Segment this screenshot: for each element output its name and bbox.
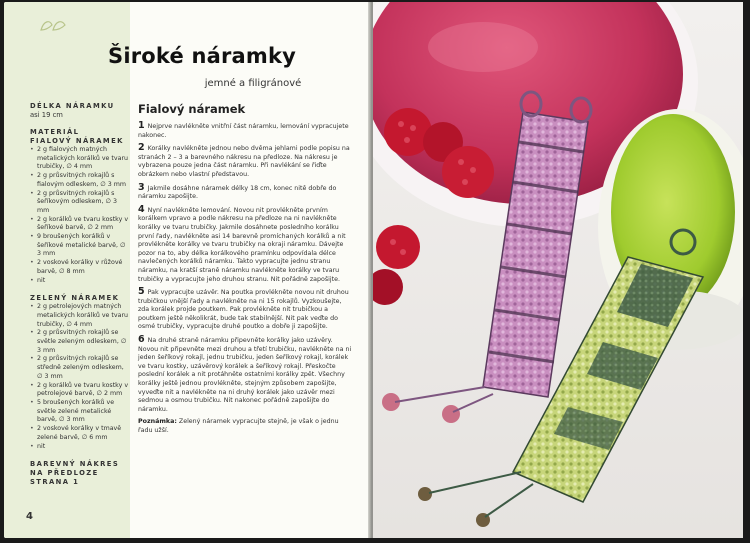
- instructions: [138, 102, 353, 436]
- step-text: Nejprve navlékněte vnitřní část náramku, lemování vypracujete nakonec.: [138, 123, 349, 139]
- material-heading: MATERIÁL: [30, 128, 80, 136]
- step-text: Na druhé straně náramku připevněte korálky jako uzávěry. Novou nit připevněte mezi druhou a třetí trubičku, navlékněte na ni jeden šeříkový rokajl, jednu trubičku, jeden šeříkový rokajl, korálek ve tvaru kostky, uzávěrový korálek a šeříkový rokajl. Přeskočte poslední korálek a nit protáhněte ostatními korálky zpět. Všechny korálky ještě jednou provlékněte, stejným způsobem zapošijte, vyveďte nit a navlékněte na ni druhý korálek jako uzávěr mezi sedmou a osmou trubičku. Nit nakonec pořádně zapošijte do náramku.: [138, 337, 352, 413]
- green-material-item: • 2 g petrolejových matných metalických korálků ve tvaru trubičky, ∅ 4 mm: [30, 303, 130, 329]
- instruction-step: [138, 203, 353, 284]
- pattern-heading-line3: STRANA 1: [30, 478, 80, 487]
- instruction-step: [138, 288, 353, 332]
- instruction-step: [138, 181, 353, 202]
- purple-material-item: • 2 g průsvitných rokajlů s šeříkovým odleskem, ∅ 3 mm: [30, 190, 130, 216]
- pattern-heading-line2: NA PŘEDLOZE: [30, 469, 99, 478]
- green-bracelet-heading: ZELENÝ NÁRAMEK: [30, 294, 120, 303]
- step-number: 3: [138, 181, 145, 193]
- left-page: [4, 2, 372, 538]
- green-material-item: • 5 broušených korálků ve světle zelené metalické barvě, ∅ 3 mm: [30, 399, 130, 425]
- length-heading: DÉLKA NÁRAMKU: [30, 102, 115, 110]
- green-material-item: • 2 g průsvitných rokajlů se středně zeleným odleskem, ∅ 3 mm: [30, 355, 130, 381]
- step-text: Korálky navlékněte jednou nebo dvěma jehlami podle popisu na stranách 2 – 3 a barevného nákresu na předloze. Na nákresu je vybrazena pouze jedna část náramku. Při navlékání se řiďte obrázkem nebo vlastní představou.: [138, 145, 350, 178]
- green-material-item: • 2 g korálků ve tvaru kostky v petrolejové barvě, ∅ 2 mm: [30, 382, 130, 399]
- purple-material-item: • 2 g průsvitných rokajlů s fialovým odleskem, ∅ 3 mm: [30, 172, 130, 189]
- purple-bracelet-heading: FIALOVÝ NÁRAMEK: [30, 137, 124, 145]
- purple-material-item: • 9 broušených korálků v šeříkové metalické barvě, ∅ 3 mm: [30, 233, 130, 259]
- steps-list: [138, 122, 353, 414]
- instruction-step: [138, 122, 353, 140]
- green-materials-list: [30, 303, 130, 451]
- section-heading: Fialový náramek: [138, 102, 246, 116]
- length-value: asi 19 cm: [30, 111, 63, 119]
- leaf-ornament-icon: [38, 16, 68, 34]
- step-number: 6: [138, 334, 145, 346]
- instruction-step: [138, 336, 353, 414]
- photo-page: [373, 2, 743, 538]
- step-number: 5: [138, 286, 145, 298]
- purple-material-item: • nit: [30, 277, 130, 286]
- step-text: Jakmile dosáhne náramek délky 18 cm, konec nitě dobře do náramku zapošijte.: [138, 184, 337, 201]
- step-number: 1: [138, 120, 145, 131]
- pattern-heading: BAREVNÝ NÁKRES: [30, 460, 120, 469]
- step-number: 2: [138, 142, 145, 154]
- green-material-item: • 2 voskové korálky v tmavě zelené barvě, ∅ 6 mm: [30, 425, 130, 442]
- note: [138, 418, 353, 435]
- note-label: Poznámka:: [138, 418, 177, 426]
- page-number: 4: [26, 511, 33, 522]
- instruction-step: [138, 144, 353, 179]
- purple-materials-list: [30, 146, 130, 285]
- green-material-item: • nit: [30, 443, 130, 452]
- step-text: Nyní navlékněte lemování. Novou nit provlékněte prvním korálkem vpravo a podle nákresu na předloze na ni navlékněte korálky ve tvaru trubičky. Jakmile dosáhnete posledního korálku první řady, navlékněte asi 14 barevně promíchaných korálků a nit provlékněte korálky ve tvaru trubičky na okraji náramku. Dávejte pozor na to, aby délka korálkového pramínku odpovídala délce navlečených korálků náramku. Takto vypracujte jednu stranu náramku, na kratší straně náramku navlékněte korálky ve tvaru trubičky a vypracujte jeho druhou stranu. Nit pořádně zapošijte.: [138, 206, 346, 283]
- step-text: Pak vypracujte uzávěr. Na poutka provlékněte novou nit druhou trubičkou vnější řady a navlékněte na ni 15 rokajlů. Vyzkoušejte, zda korálek projde poutkem. Pak provlékněte nit trubičkou a poutkem ještě několikrát, bude tak stabilnější. Nit pak veďte do osmé trubičky, vypracujte druhé poutko a dobře ji zapošijte.: [138, 289, 349, 331]
- purple-material-item: • 2 g korálků ve tvaru kostky v šeříkové barvě, ∅ 2 mm: [30, 216, 130, 233]
- page-subtitle: jemné a filigránové: [204, 78, 302, 89]
- bracelets-photo: [373, 2, 743, 538]
- purple-material-item: • 2 voskové korálky v růžové barvě, ∅ 8 mm: [30, 259, 130, 276]
- note-text: Zelený náramek vypracujte stejně, je však o jednu řadu užší.: [138, 418, 339, 434]
- step-number: 4: [138, 203, 145, 215]
- purple-material-item: • 2 g fialových matných metalických korálků ve tvaru trubičky, ∅ 4 mm: [30, 146, 130, 172]
- page-title: Široké náramky: [108, 44, 297, 68]
- green-material-item: • 2 g průsvitných rokajlů se světle zeleným odleskem, ∅ 3 mm: [30, 329, 130, 355]
- materials-sidebar: [30, 102, 130, 487]
